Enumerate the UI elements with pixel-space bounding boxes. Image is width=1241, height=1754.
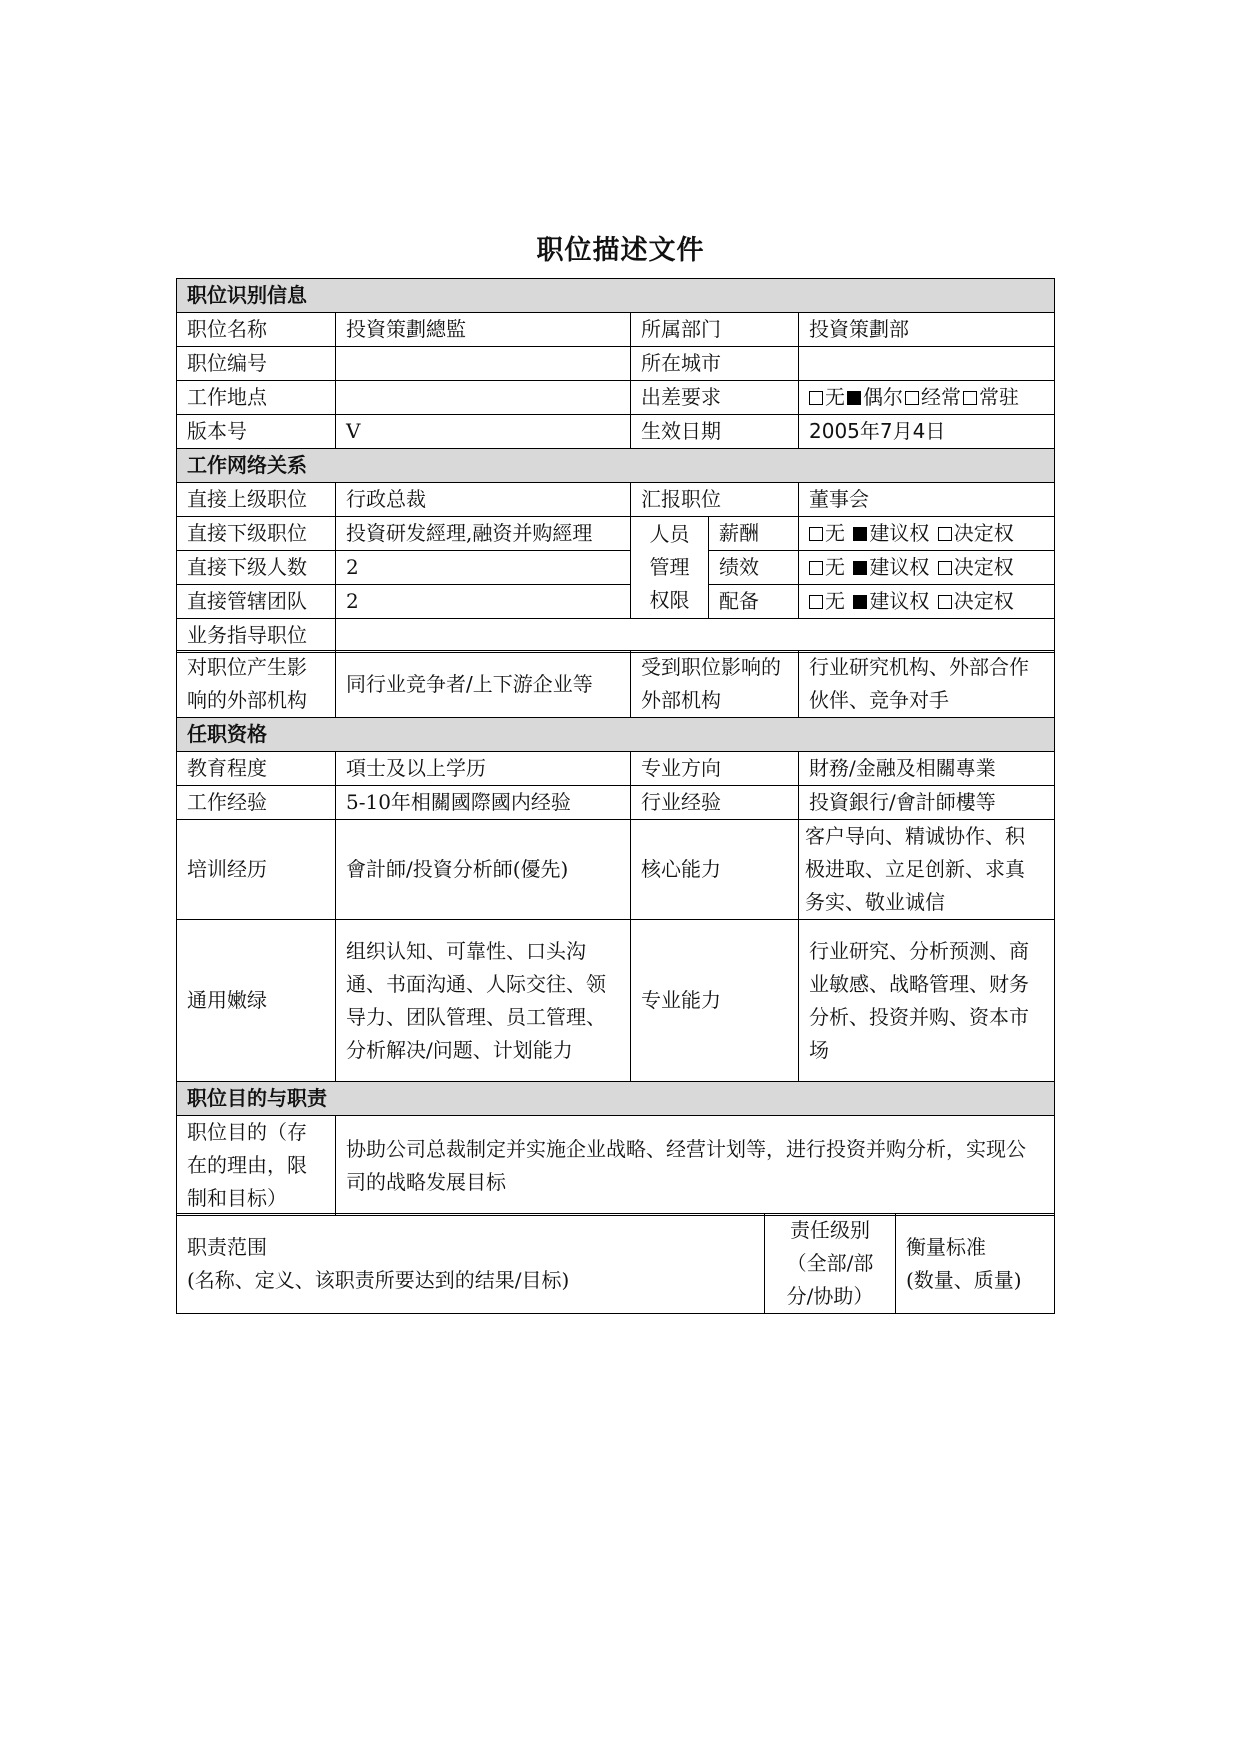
travel-option-occasional[interactable]: 偶尔: [847, 385, 905, 409]
checkbox-checked-icon: [847, 391, 861, 405]
superior-label: 直接上级职位: [177, 483, 336, 517]
general-competency-value: 组织认知、可靠性、口头沟通、书面沟通、人际交往、领导力、团队管理、员工管理、分析解决/问题、计划能力: [336, 920, 631, 1082]
work-location-value: [336, 381, 631, 415]
core-ability-label: 核心能力: [631, 820, 799, 920]
checkbox-icon: [809, 527, 823, 541]
travel-options: [799, 381, 1055, 415]
guide-label: 业务指导职位: [177, 619, 336, 653]
performance-option-decide[interactable]: 决定权: [938, 555, 1016, 579]
superior-value: 行政总裁: [336, 483, 631, 517]
department-value: 投資策劃部: [799, 313, 1055, 347]
industry-label: 行业经验: [631, 786, 799, 820]
performance-options: [799, 551, 1055, 585]
salary-option-suggest[interactable]: 建议权: [853, 521, 931, 545]
influence-out-value: 同行业竞争者/上下游企业等: [336, 651, 631, 718]
checkbox-checked-icon: [853, 561, 867, 575]
checkbox-icon: [938, 561, 952, 575]
report-value: 董事会: [799, 483, 1055, 517]
job-description-table: [176, 278, 1055, 653]
guide-value: [336, 619, 1055, 653]
performance-option-none[interactable]: 无: [809, 555, 847, 579]
checkbox-checked-icon: [853, 527, 867, 541]
major-label: 专业方向: [631, 752, 799, 786]
salary-label: 薪酬: [709, 517, 799, 551]
checkbox-icon: [938, 595, 952, 609]
position-name-label: 职位名称: [177, 313, 336, 347]
performance-label: 绩效: [709, 551, 799, 585]
travel-option-often[interactable]: 经常: [905, 385, 963, 409]
subordinate-count-label: 直接下级人数: [177, 551, 336, 585]
influence-out-label: 对职位产生影响的外部机构: [177, 651, 336, 718]
staffing-label: 配备: [709, 585, 799, 619]
purpose-value: 协助公司总裁制定并实施企业战略、经营计划等，进行投资并购分析，实现公司的战略发展目标: [336, 1116, 1055, 1216]
version-label: 版本号: [177, 415, 336, 449]
checkbox-icon: [809, 561, 823, 575]
checkbox-icon: [809, 595, 823, 609]
subordinate-value: 投資研发經理,融资并购經理: [336, 517, 631, 551]
section-identify: 职位识别信息: [177, 279, 1055, 313]
influence-qualification-table: [176, 650, 1055, 1216]
pro-ability-value: 行业研究、分析预测、商业敏感、战略管理、财务分析、投资并购、资本市场: [799, 920, 1055, 1082]
effective-date-label: 生效日期: [631, 415, 799, 449]
version-value: V: [336, 415, 631, 449]
core-ability-value: 客户导向、精诚协作、积极进取、立足创新、求真务实、敬业诚信: [799, 820, 1055, 920]
general-competency-label: 通用嫩绿: [177, 920, 336, 1082]
education-value: 項士及以上学历: [336, 752, 631, 786]
influence-in-label: 受到职位影响的外部机构: [631, 651, 799, 718]
staffing-options: [799, 585, 1055, 619]
purpose-label: 职位目的（存在的理由，限制和目标）: [177, 1116, 336, 1216]
experience-value: 5-10年相關國際國内经验: [336, 786, 631, 820]
position-code-label: 职位编号: [177, 347, 336, 381]
position-code-value: [336, 347, 631, 381]
effective-date-value: 2005年7月4日: [799, 415, 1055, 449]
page-title: 职位描述文件: [536, 235, 705, 266]
pro-ability-label: 专业能力: [631, 920, 799, 1082]
department-label: 所属部门: [631, 313, 799, 347]
salary-option-decide[interactable]: 决定权: [938, 521, 1016, 545]
influence-in-value: 行业研究机构、外部合作伙伴、竞争对手: [799, 651, 1055, 718]
scope-label: 职责范围 (名称、定义、该职责所要达到的结果/目标): [177, 1214, 765, 1314]
checkbox-checked-icon: [853, 595, 867, 609]
industry-value: 投資銀行/會計師樓等: [799, 786, 1055, 820]
checkbox-icon: [905, 391, 919, 405]
team-value: 2: [336, 585, 631, 619]
major-value: 財務/金融及相關專業: [799, 752, 1055, 786]
training-value: 會計師/投資分析師(優先): [336, 820, 631, 920]
performance-option-suggest[interactable]: 建议权: [853, 555, 931, 579]
team-label: 直接管辖团队: [177, 585, 336, 619]
responsibility-header-table: [176, 1213, 1055, 1314]
section-qualification: 任职资格: [177, 718, 1055, 752]
city-label: 所在城市: [631, 347, 799, 381]
staffing-option-none[interactable]: 无: [809, 589, 847, 613]
city-value: [799, 347, 1055, 381]
hr-authority-label: 人员 管理 权限: [631, 517, 709, 619]
level-label: 责任级别（全部/部分/协助）: [765, 1214, 896, 1314]
section-network: 工作网络关系: [177, 449, 1055, 483]
travel-option-none[interactable]: 无: [809, 385, 847, 409]
experience-label: 工作经验: [177, 786, 336, 820]
checkbox-icon: [963, 391, 977, 405]
checkbox-icon: [809, 391, 823, 405]
work-location-label: 工作地点: [177, 381, 336, 415]
salary-options: [799, 517, 1055, 551]
section-purpose: 职位目的与职责: [177, 1082, 1055, 1116]
salary-option-none[interactable]: 无: [809, 521, 847, 545]
subordinate-count-value: 2: [336, 551, 631, 585]
report-label: 汇报职位: [631, 483, 799, 517]
measure-label: 衡量标准 (数量、质量): [896, 1214, 1055, 1314]
subordinate-label: 直接下级职位: [177, 517, 336, 551]
education-label: 教育程度: [177, 752, 336, 786]
checkbox-icon: [938, 527, 952, 541]
staffing-option-suggest[interactable]: 建议权: [853, 589, 931, 613]
position-name-value: 投資策劃總監: [336, 313, 631, 347]
training-label: 培训经历: [177, 820, 336, 920]
travel-option-resident[interactable]: 常驻: [963, 385, 1021, 409]
travel-label: 出差要求: [631, 381, 799, 415]
staffing-option-decide[interactable]: 决定权: [938, 589, 1016, 613]
